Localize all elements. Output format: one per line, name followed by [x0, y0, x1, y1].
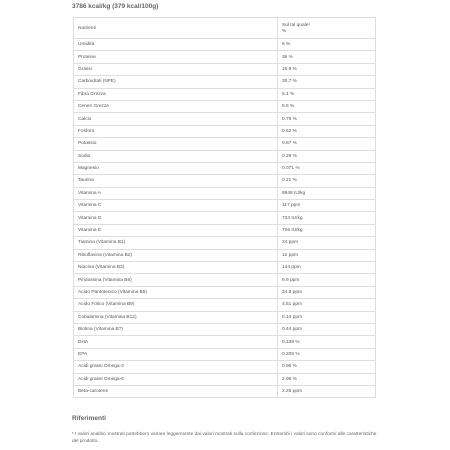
references-title: Riferimenti [72, 415, 106, 422]
table-row [74, 299, 376, 311]
table-row [74, 187, 376, 199]
table-row [74, 100, 376, 112]
table-row [74, 373, 376, 385]
table-row [74, 323, 376, 335]
nutrient-name-cell: Umidità [74, 39, 278, 51]
nutrient-value-cell: 5.1 % [278, 88, 376, 100]
nutrient-value-cell: 8948 IU/kg [278, 187, 376, 199]
column-header-value-line2: % [282, 28, 287, 34]
table-row [74, 385, 376, 397]
nutrient-name-cell: DHA [74, 336, 278, 348]
nutrient-value-cell: 16.9 % [278, 63, 376, 75]
nutrient-value-cell: 36 % [278, 51, 376, 63]
table-row [74, 175, 376, 187]
nutrient-value-cell: 4.51 ppm [278, 299, 376, 311]
table-row [74, 150, 376, 162]
nutrient-value-cell: 0.29 % [278, 150, 376, 162]
nutrient-name-cell: Calcio [74, 113, 278, 125]
nutrient-value-cell: 734 IU/kg [278, 212, 376, 224]
table-header-row [74, 18, 376, 39]
table-row [74, 212, 376, 224]
table-row [74, 39, 376, 51]
table-row [74, 361, 376, 373]
nutrient-name-cell: Sodio [74, 150, 278, 162]
nutrient-value-cell: 0.138 % [278, 336, 376, 348]
nutrient-name-cell: Tiamina (Vitamina B1) [74, 237, 278, 249]
nutrient-name-cell: Proteine [74, 51, 278, 63]
table-row [74, 113, 376, 125]
nutrient-value-cell: 117 ppm [278, 200, 376, 212]
table-row [74, 237, 376, 249]
references-note: ¹ I valori analitici mostrati potrebbero variare leggermente dai valori mostrati sulla confezione. Entrambi i valori sono conformi alle caratteristiche del prodotto. [72, 432, 377, 444]
table-row [74, 63, 376, 75]
table-row [74, 311, 376, 323]
nutrient-value-cell: 6 % [278, 39, 376, 51]
table-row [74, 286, 376, 298]
nutrient-value-cell: 0.87 % [278, 138, 376, 150]
nutrient-value-cell: 2.25 ppm [278, 385, 376, 397]
nutrient-value-cell: 12 ppm [278, 249, 376, 261]
nutrient-name-cell: Grassi [74, 63, 278, 75]
nutrient-name-cell: Vitamina A [74, 187, 278, 199]
energy-value: 3786 kcal/kg (379 kcal/100g) [72, 3, 159, 10]
nutrient-value-cell: 0.21 % [278, 175, 376, 187]
column-header-nutrient: Nutrienti [74, 18, 278, 39]
nutrient-value-cell: 2.96 % [278, 373, 376, 385]
nutrient-value-cell: 0.14 ppm [278, 311, 376, 323]
nutrient-name-cell: Acido Pantotenico (Vitamina B5) [74, 286, 278, 298]
nutrient-name-cell: Taurina [74, 175, 278, 187]
nutrient-value-cell: 144 ppm [278, 262, 376, 274]
nutrient-name-cell: Biotina (Vitamina B7) [74, 323, 278, 335]
nutrient-value-cell: 0.79 % [278, 113, 376, 125]
nutrient-value-cell: 34.8 ppm [278, 286, 376, 298]
table-row [74, 162, 376, 174]
nutrient-name-cell: Vitamina D [74, 212, 278, 224]
table-row [74, 51, 376, 63]
nutrient-name-cell: Ceneri Grezze [74, 100, 278, 112]
nutrient-name-cell: Niacina (Vitamina B3) [74, 262, 278, 274]
nutrient-name-cell: Magnesio [74, 162, 278, 174]
nutrient-name-cell: Piridossina (Vitamina B6) [74, 274, 278, 286]
nutrient-name-cell: Fosforo [74, 125, 278, 137]
nutrient-name-cell: Acidi grassi Omega-3 [74, 361, 278, 373]
table-row [74, 224, 376, 236]
nutrient-value-cell: 24 ppm [278, 237, 376, 249]
nutrient-name-cell: Carboidrati (NFE) [74, 76, 278, 88]
table-row [74, 76, 376, 88]
table-row [74, 88, 376, 100]
nutrient-value-cell: 0.205 % [278, 348, 376, 360]
table-row [74, 125, 376, 137]
table-row [74, 348, 376, 360]
nutrition-table-body [74, 39, 376, 398]
nutrition-table [73, 17, 376, 398]
nutrient-value-cell: 5.6 % [278, 100, 376, 112]
nutrient-name-cell: Acido Folico (Vitamina B9) [74, 299, 278, 311]
nutrient-value-cell: 706 IU/kg [278, 224, 376, 236]
nutrient-name-cell: EPA [74, 348, 278, 360]
nutrient-name-cell: Fibra Grezza [74, 88, 278, 100]
table-row [74, 336, 376, 348]
nutrient-name-cell: Vitamina C [74, 200, 278, 212]
nutrient-value-cell: 30.7 % [278, 76, 376, 88]
column-header-value-line1: Sul tal quale¹ [282, 23, 310, 28]
column-header-value [278, 18, 376, 39]
nutrient-value-cell: 0.96 % [278, 361, 376, 373]
nutrient-value-cell: 0.62 % [278, 125, 376, 137]
nutrient-name-cell: Riboflavina (Vitamina B2) [74, 249, 278, 261]
nutrient-name-cell: Cobalamina (Vitamina B12) [74, 311, 278, 323]
nutrient-name-cell: Acidi grassi Omega-6 [74, 373, 278, 385]
nutrient-name-cell: Vitamina E [74, 224, 278, 236]
table-row [74, 274, 376, 286]
table-row [74, 249, 376, 261]
nutrient-value-cell: 0.44 ppm [278, 323, 376, 335]
nutrient-value-cell: 9.9 ppm [278, 274, 376, 286]
table-row [74, 262, 376, 274]
nutrient-name-cell: Potassio [74, 138, 278, 150]
nutrient-name-cell: Beta-carotene [74, 385, 278, 397]
table-row [74, 200, 376, 212]
nutrient-value-cell: 0.071 % [278, 162, 376, 174]
table-row [74, 138, 376, 150]
